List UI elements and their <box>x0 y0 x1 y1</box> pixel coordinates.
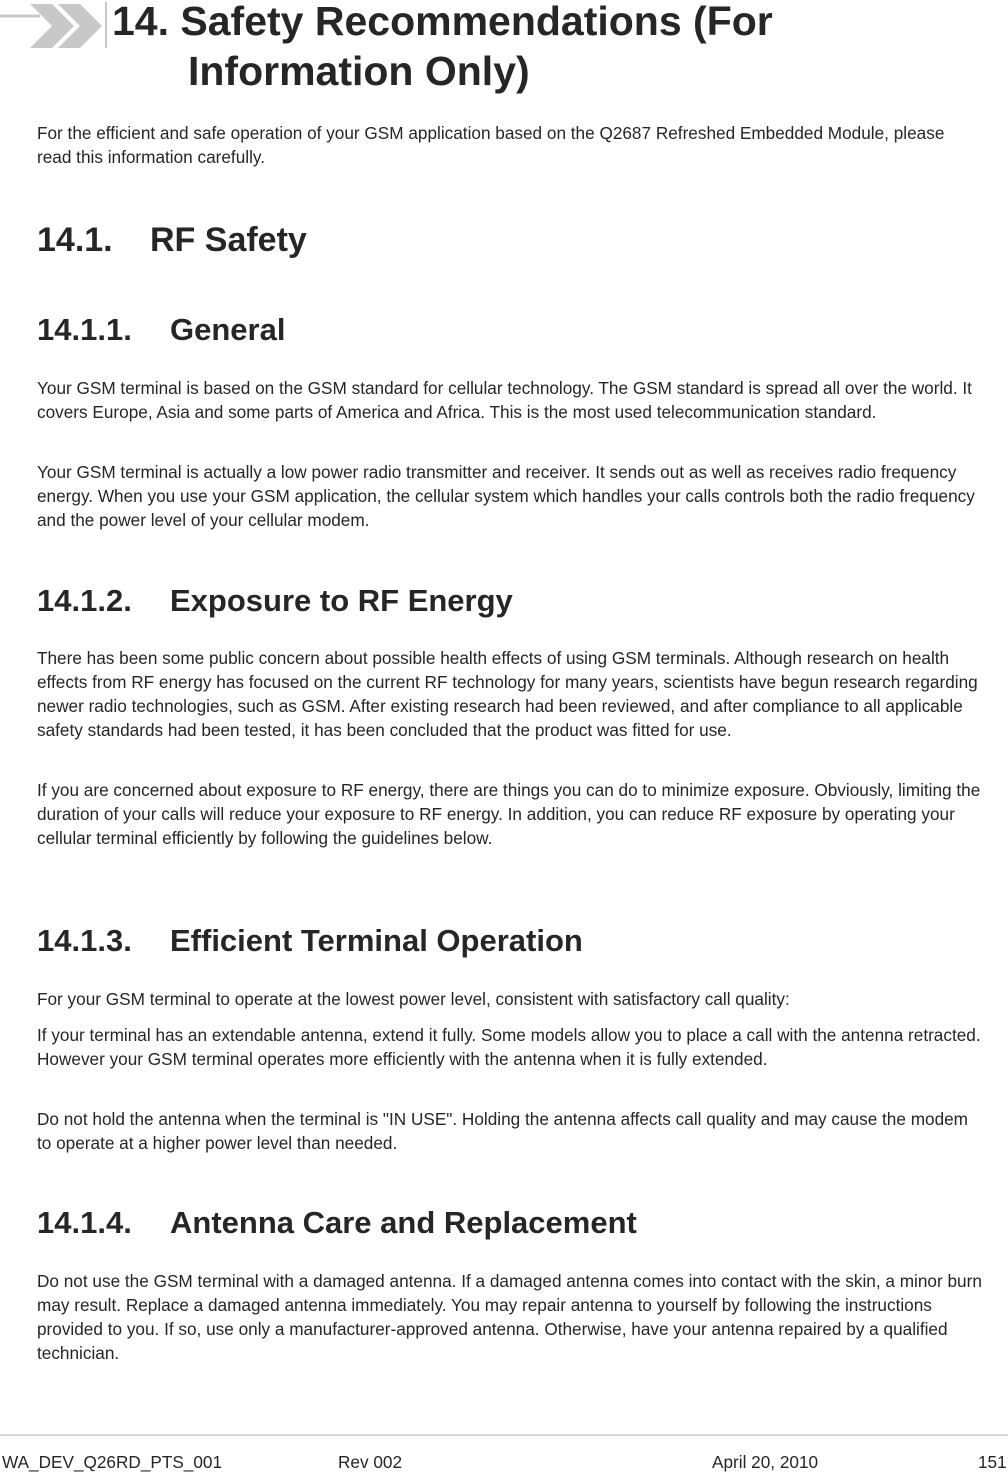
paragraph: If you are concerned about exposure to RF energy, there are things you can do to minimize exposure. Obviously, limiting the duration of your calls will reduce your exposure to RF energy. In addition, you can reduce RF exposure by operating your cellular terminal efficiently by following the guidelines below. <box>37 780 981 848</box>
paragraph: For your GSM terminal to operate at the lowest power level, consistent with satisfactory call quality: <box>37 989 790 1009</box>
heading-text: RF Safety <box>150 221 307 259</box>
paragraph: If your terminal has an extendable antenna, extend it fully. Some models allow you to place a call with the antenna retracted. However your GSM terminal operates more efficiently with the antenna when it is fully extended. <box>37 1025 981 1069</box>
heading-exposure <box>37 582 513 620</box>
paragraph: Your GSM terminal is based on the GSM standard for cellular technology. The GSM standard is spread all over the world. It covers Europe, Asia and some parts of America and Africa. This is the most used telecommunication standard. <box>37 378 972 422</box>
paragraph: Do not use the GSM terminal with a damaged antenna. If a damaged antenna comes into contact with the skin, a minor burn may result. Replace a damaged antenna immediately. You may repair antenna to yourself by following the instructions provided to you. If so, use only a manufacturer-approved antenna. Otherwise, have your antenna repaired by a qualified technician. <box>37 1271 982 1363</box>
heading-number: 14.1.4. <box>37 1205 132 1240</box>
heading-text: Efficient Terminal Operation <box>170 923 583 958</box>
heading-number: 14.1.1. <box>37 312 132 347</box>
intro-paragraph: For the efficient and safe operation of your GSM application based on the Q2687 Refreshed Embedded Module, please read this information carefully. <box>37 123 945 167</box>
heading-text: Antenna Care and Replacement <box>170 1205 637 1240</box>
heading-rf-safety <box>37 220 307 260</box>
chapter-number: 14. <box>112 0 169 44</box>
footer-page-number: 151 <box>978 1452 1007 1472</box>
heading-general <box>37 311 285 349</box>
heading-number: 14.1. <box>37 221 113 259</box>
chapter-title-line1: Safety Recommendations (For <box>180 0 773 44</box>
footer-date: April 20, 2010 <box>712 1452 819 1472</box>
footer-doc-id: WA_DEV_Q26RD_PTS_001 <box>2 1452 223 1472</box>
heading-number: 14.1.3. <box>37 923 132 958</box>
heading-efficient <box>37 922 583 960</box>
footer-divider <box>0 1434 1008 1436</box>
heading-text: General <box>170 312 286 347</box>
heading-text: Exposure to RF Energy <box>170 583 513 618</box>
paragraph: There has been some public concern about possible health effects of using GSM terminals. Although research on health effects from RF energy has focused on the current RF technology for many years, scientists have begun research regarding newer radio technologies, such as GSM. After existing research had been reviewed, and after compliance to all applicable safety standards had been tested, it has been concluded that the product was fitted for use. <box>37 648 978 740</box>
heading-number: 14.1.2. <box>37 583 132 618</box>
chapter-title <box>112 0 992 96</box>
chapter-title-line2: Information Only) <box>188 48 530 94</box>
paragraph: Your GSM terminal is actually a low power radio transmitter and receiver. It sends out as well as receives radio frequency energy. When you use your GSM application, the cellular system which handles your calls controls both the radio frequency and the power level of your cellular modem. <box>37 462 975 530</box>
chapter-chevron-icon <box>0 2 110 48</box>
heading-antenna <box>37 1204 637 1242</box>
paragraph: Do not hold the antenna when the terminal is "IN USE". Holding the antenna affects call quality and may cause the modem to operate at a higher power level than needed. <box>37 1109 969 1153</box>
chapter-header <box>0 0 1008 110</box>
footer-revision: Rev 002 <box>338 1452 403 1472</box>
